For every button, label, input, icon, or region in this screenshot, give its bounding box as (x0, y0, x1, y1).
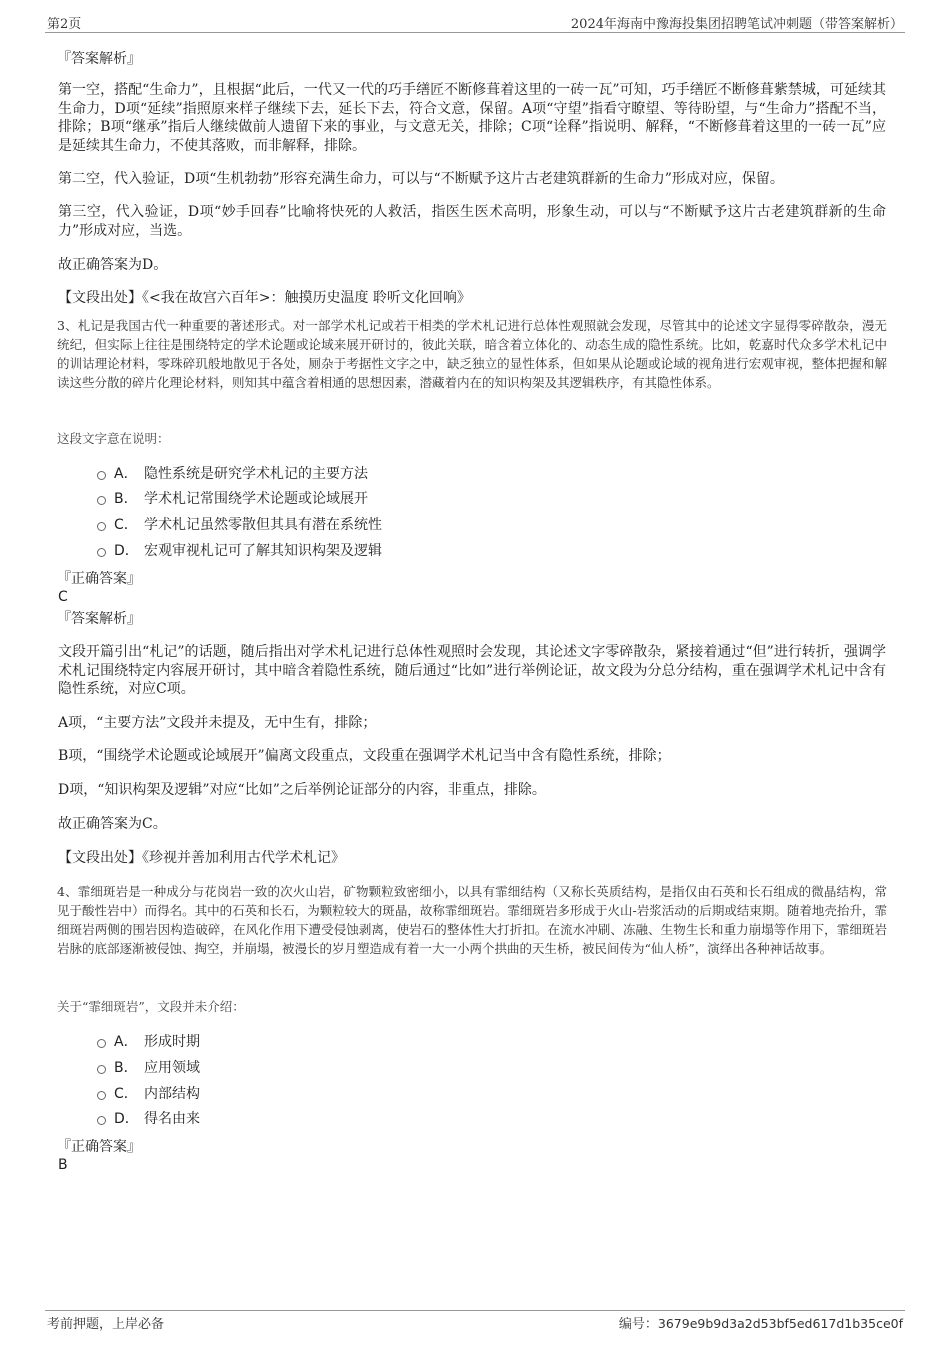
option-a[interactable]: A． 隐性系统是研究学术札记的主要方法 (97, 465, 368, 483)
analysis-label: 『答案解析』 (57, 51, 141, 67)
header-divider (45, 32, 905, 33)
option-b[interactable]: B． 应用领域 (97, 1059, 200, 1077)
analysis-paragraph: 第三空，代入验证，D项“妙手回春”比喻将快死的人救活，指医生医术高明，形象生动，可以与“不断赋予这片古老建筑群新的生命力”形成对应，当选。 (58, 204, 886, 239)
option-b[interactable]: B． 学术札记常围绕学术论题或论域展开 (97, 490, 368, 508)
option-c[interactable]: C． 学术札记虽然零散但其具有潜在系统性 (97, 516, 382, 534)
radio-icon[interactable] (97, 471, 106, 480)
option-c[interactable]: C． 内部结构 (97, 1085, 200, 1103)
page-number: 第2页 (47, 17, 82, 32)
analysis-paragraph: 第二空，代入验证，D项“生机勃勃”形容充满生命力，可以与“不断赋予这片古老建筑群新的生命力”形成对应，保留。 (58, 171, 784, 187)
radio-icon[interactable] (97, 1116, 106, 1125)
analysis-conclusion: 故正确答案为D。 (58, 257, 168, 273)
option-d[interactable]: D． 宏观审视札记可了解其知识构架及逻辑 (97, 542, 382, 560)
answer-value: C (58, 589, 68, 605)
answer-label: 『正确答案』 (57, 1139, 141, 1155)
footer-divider (45, 1310, 905, 1311)
question-stem: 关于“霏细斑岩”，文段并未介绍： (57, 999, 245, 1014)
footer-slogan: 考前押题，上岸必备 (47, 1317, 165, 1332)
document-title: 2024年海南中豫海投集团招聘笔试冲刺题（带答案解析） (570, 17, 903, 32)
analysis-paragraph: 文段开篇引出“札记”的话题，随后指出对学术札记进行总体性观照时会发现，其论述文字零碎散杂，紧接着通过“但”进行转折，强调学术札记围绕特定内容展开研讨，其中暗含着隐性系统，随后通过“比如”进行举例论证，故文段为分总分结构，重在强调学术札记中含有隐性系统，对应C项。 (58, 644, 886, 697)
analysis-label: 『答案解析』 (57, 611, 141, 627)
source-citation: 【文段出处】《<我在故宫六百年>：触摸历史温度 聆听文化回响》 (58, 290, 471, 306)
answer-label: 『正确答案』 (57, 571, 141, 587)
radio-icon[interactable] (97, 548, 106, 557)
question-text: 3、札记是我国古代一种重要的著述形式。对一部学术札记或若干相类的学术札记进行总体性观照就会发现，尽管其中的论述文字显得零碎散杂，漫无统纪，但实际上往往是围绕特定的学术论题或论域来展开研讨的，彼此关联，暗含着立体化的、动态生成的隐性系统。比如，乾嘉时代众多学术札记中的训诂理论材料，零珠碎玑般地散见于各处，厕杂于考据性文字之中，缺乏独立的显性体系，但如果从论题或论域的视角进行宏观审视，整体把握和解读这些分散的碎片化理论材料，则知其中蕴含着相通的思想因素，潜藏着内在的知识构架及其逻辑秩序，有其隐性体系。 (57, 318, 887, 390)
analysis-conclusion: 故正确答案为C。 (58, 816, 167, 832)
radio-icon[interactable] (97, 496, 106, 505)
radio-icon[interactable] (97, 1039, 106, 1048)
analysis-paragraph: B项，“围绕学术论题或论域展开”偏离文段重点，文段重在强调学术札记当中含有隐性系统，排除； (58, 748, 671, 764)
document-code: 编号：3679e9b9d3a2d53bf5ed617d1b35ce0f (618, 1316, 903, 1332)
analysis-paragraph: D项，“知识构架及逻辑”对应“比如”之后举例论证部分的内容，非重点，排除。 (58, 782, 546, 798)
analysis-paragraph: 第一空，搭配“生命力”，且根据“此后，一代又一代的巧手缮匠不断修葺着这里的一砖一瓦”可知，巧手缮匠不断修葺紫禁城，可延续其生命力，D项“延续”指照原来样子继续下去，延长下去，符合文意，保留。A项“守望”指看守瞭望、等待盼望，与“生命力”搭配不当，排除；B项“继承”指后人继续做前人遗留下来的事业，与文意无关，排除；C项“诠释”指说明、解释，“不断修葺着这里的一砖一瓦”应是延续其生命力，不使其落败，而非解释，排除。 (58, 82, 886, 154)
radio-icon[interactable] (97, 522, 106, 531)
answer-value: B (58, 1157, 68, 1173)
question-stem: 这段文字意在说明： (57, 431, 170, 446)
radio-icon[interactable] (97, 1065, 106, 1074)
option-a[interactable]: A． 形成时期 (97, 1033, 200, 1051)
analysis-paragraph: A项，“主要方法”文段并未提及，无中生有，排除； (58, 715, 377, 731)
option-d[interactable]: D． 得名由来 (97, 1110, 200, 1128)
radio-icon[interactable] (97, 1091, 106, 1100)
source-citation: 【文段出处】《珍视并善加利用古代学术札记》 (58, 850, 345, 866)
question-text: 4、霏细斑岩是一种成分与花岗岩一致的次火山岩，矿物颗粒致密细小，以具有霏细结构（又称长英质结构，是指仅由石英和长石组成的微晶结构，常见于酸性岩中）而得名。其中的石英和长石，为颗粒较大的斑晶，故称霏细斑岩。霏细斑岩多形成于火山-岩浆活动的后期或结束期。随着地壳抬升，霏细斑岩两侧的围岩因构造破碎，在风化作用下遭受侵蚀剥离，使岩石的整体性大打折扣。在流水冲刷、冻融、生物生长和重力崩塌等作用下，霏细斑岩岩脉的底部逐渐被侵蚀、掏空，并崩塌，被漫长的岁月塑造成有着一大一小两个拱曲的天生桥，被民间传为“仙人桥”，演绎出各种神话故事。 (57, 884, 887, 956)
